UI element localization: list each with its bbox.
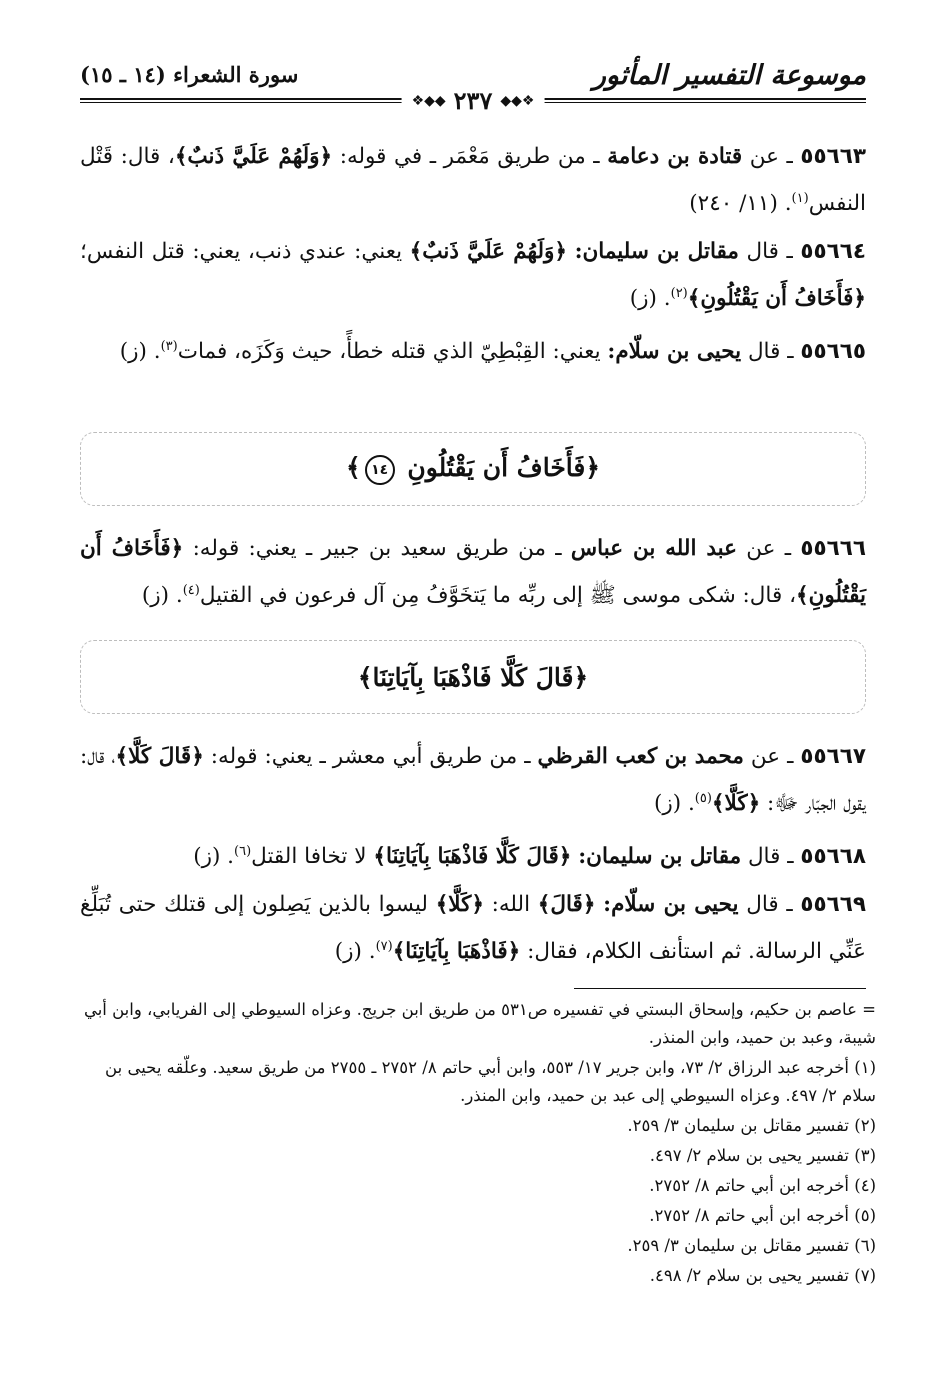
quran-quote: ﴿فَأَخَافُ أَن يَقْتُلُونِ﴾ — [80, 536, 866, 609]
quran-quote: ﴿وَلَهُمْ عَلَيَّ ذَنبٌ﴾ — [409, 239, 567, 265]
main-text-3 — [80, 736, 866, 979]
entry-number: ٥٥٦٦٦ — [800, 536, 866, 561]
footnote-rule — [574, 988, 866, 989]
entry-text: ـ قال — [746, 239, 793, 265]
footnote-3: (٣) تفسير يحيى بن سلام ٢/ ٤٩٧. — [649, 1146, 876, 1165]
entry-text: ، قال: يقول الجبّار ﷻ: — [80, 744, 866, 817]
entry-text: . (ز) — [629, 286, 671, 312]
narrator-name: قتادة بن دعامة — [607, 144, 743, 169]
entry-text: ـ قال — [747, 339, 794, 365]
entry-number: ٥٥٦٦٨ — [800, 844, 866, 870]
entry-55668 — [80, 831, 866, 878]
entry-55665 — [80, 326, 866, 373]
entry-text: ـ من طريق مَعْمَر ـ في قوله: — [339, 144, 600, 169]
entry-text: ـ عن — [750, 744, 794, 769]
ornament-icon: ◆◆❖ — [411, 92, 446, 109]
entry-text: الله: — [491, 892, 531, 918]
entry-text: . (ز) — [119, 339, 161, 365]
quran-quote: ﴿كَلَّا﴾ — [435, 892, 484, 918]
entry-number: ٥٥٦٦٧ — [800, 744, 866, 769]
footnote-4: (٤) أخرجه ابن أبي حاتم ٨/ ٢٧٥٢. — [649, 1176, 876, 1195]
entry-number: ٥٥٦٦٤ — [800, 239, 866, 265]
entry-text: ـ قال — [746, 892, 793, 918]
ayah-number-icon: ١٤ — [365, 455, 395, 485]
entry-text: ـ من طريق أبي معشر ـ يعني: قوله: — [210, 744, 531, 769]
footnote-6: (٦) تفسير مقاتل بن سليمان ٣/ ٢٥٩. — [627, 1236, 876, 1255]
entry-text: ـ من طريق سعيد بن جبير ـ يعني: قوله: — [192, 536, 562, 561]
entry-text: ليسوا بالذين يَصِلون إلى قتلك حتى تُبَلِّغ عَنِّي الرسالة. ثم استأنف الكلام، فقال: — [80, 892, 866, 965]
narrator-name: مقاتل بن سليمان: — [578, 844, 742, 870]
footnote-ref[interactable]: (٦) — [234, 844, 252, 860]
narrator-name: محمد بن كعب القرظي — [537, 744, 744, 769]
page-number-group — [402, 86, 545, 115]
verse-bracket: ﴾ — [346, 453, 361, 483]
entry-55669 — [80, 884, 866, 973]
main-text-2 — [80, 528, 866, 623]
footnote-7: (٧) تفسير يحيى بن سلام ٢/ ٤٩٨. — [649, 1266, 876, 1285]
narrator-name: يحيى بن سلّام: — [607, 339, 742, 365]
entry-55666 — [80, 528, 866, 617]
entry-text: يعني: القِبْطِيّ الذي قتله خطأً، حيث وَكَزَه، فمات — [177, 339, 601, 365]
entry-text: ـ عن — [746, 536, 792, 561]
footnote-ref[interactable]: (٤) — [182, 583, 200, 598]
verse-text: ﴿قَالَ كَلَّا فَاذْهَبَا بِآيَاتِنَا﴾ — [357, 662, 589, 692]
entry-text: ـ قال — [747, 844, 794, 870]
entry-55664 — [80, 231, 866, 320]
quran-quote: ﴿قَالَ﴾ — [537, 892, 596, 918]
entry-text: . (ز) — [141, 583, 183, 609]
footnotes — [80, 996, 876, 1292]
footnote-continuation: = عاصم بن حكيم، وإسحاق البستي في تفسيره ص٥٣١ من طريق ابن جريج. وعزاه السيوطي إلى الفريابي، وابن أبي شيبة، وعبد بن حميد، وابن المنذر. — [83, 1000, 876, 1047]
verse-text-main: ﴿فَأَخَافُ أَن يَقْتُلُونِ — [407, 453, 600, 483]
main-text — [80, 136, 866, 379]
entry-55667 — [80, 736, 866, 825]
page-header — [80, 58, 866, 114]
entry-text: لا تخافا القتل — [251, 844, 367, 870]
entry-text: . (ز) — [334, 939, 376, 965]
narrator-name: عبد الله بن عباس — [570, 536, 737, 561]
verse-box-15 — [80, 640, 866, 714]
footnote-5: (٥) أخرجه ابن أبي حاتم ٨/ ٢٧٥٢. — [649, 1206, 876, 1225]
footnote-ref[interactable]: (١) — [791, 191, 809, 206]
verse-text — [346, 453, 600, 485]
footnote-ref[interactable]: (٣) — [160, 339, 178, 355]
entry-text: ـ عن — [749, 144, 793, 169]
narrator-name: مقاتل بن سليمان: — [574, 239, 739, 265]
footnote-ref[interactable]: (٥) — [694, 791, 712, 806]
quran-quote: ﴿كَلَّا﴾ — [711, 791, 761, 817]
entry-text: . (ز) — [193, 844, 235, 870]
entry-text: ، قال: شكى موسى ﷺ إلى ربِّه ما يَتخَوَّفُ مِن آل فرعون في القتيل — [199, 583, 797, 609]
quran-quote: ﴿وَلَهُمْ عَلَيَّ ذَنبٌ﴾ — [174, 144, 333, 169]
entry-number: ٥٥٦٦٣ — [800, 144, 866, 169]
footnote-ref[interactable]: (٢) — [670, 286, 688, 302]
quran-quote: ﴿قَالَ كَلَّا فَاذْهَبَا بِآيَاتِنَا﴾ — [373, 844, 572, 870]
entry-number: ٥٥٦٦٥ — [800, 339, 866, 365]
entry-text: ، قال: قَتْل النفس — [80, 144, 866, 217]
book-title: موسوعة التفسير المأثور — [592, 60, 866, 91]
ornament-icon: ❖◆◆ — [500, 92, 535, 109]
verse-box-14 — [80, 432, 866, 506]
entry-55663 — [80, 136, 866, 225]
narrator-name: يحيى بن سلّام: — [603, 892, 739, 918]
page-number: ٢٣٧ — [453, 86, 493, 115]
entry-text: يعني: عندي ذنب، يعني: قتل النفس؛ — [80, 239, 403, 265]
entry-text: . (ز) — [653, 791, 695, 817]
quran-quote: ﴿فَأَخَافُ أَن يَقْتُلُونِ﴾ — [687, 286, 866, 312]
footnote-1: (١) أخرجه عبد الرزاق ٢/ ٧٣، وابن جرير ١٧/ ٥٥٣، وابن أبي حاتم ٨/ ٢٧٥٢ ـ ٢٧٥٥ من طريق سعيد. وعلّقه يحيى بن سلام ٢/ ٤٩٧. وعزاه السيوطي إلى عبد بن حميد، وابن المنذر. — [105, 1058, 876, 1105]
surah-range: سورة الشعراء (١٤ ـ ١٥) — [80, 62, 299, 87]
footnote-2: (٢) تفسير مقاتل بن سليمان ٣/ ٢٥٩. — [627, 1116, 876, 1135]
footnote-ref[interactable]: (٧) — [375, 939, 393, 955]
quran-quote: ﴿قَالَ كَلَّا﴾ — [115, 744, 204, 769]
entry-text: . (١١/ ٢٤٠) — [689, 191, 792, 217]
quran-quote: ﴿فَاذْهَبَا بِآيَاتِنَا﴾ — [392, 939, 521, 965]
entry-number: ٥٥٦٦٩ — [800, 892, 867, 918]
